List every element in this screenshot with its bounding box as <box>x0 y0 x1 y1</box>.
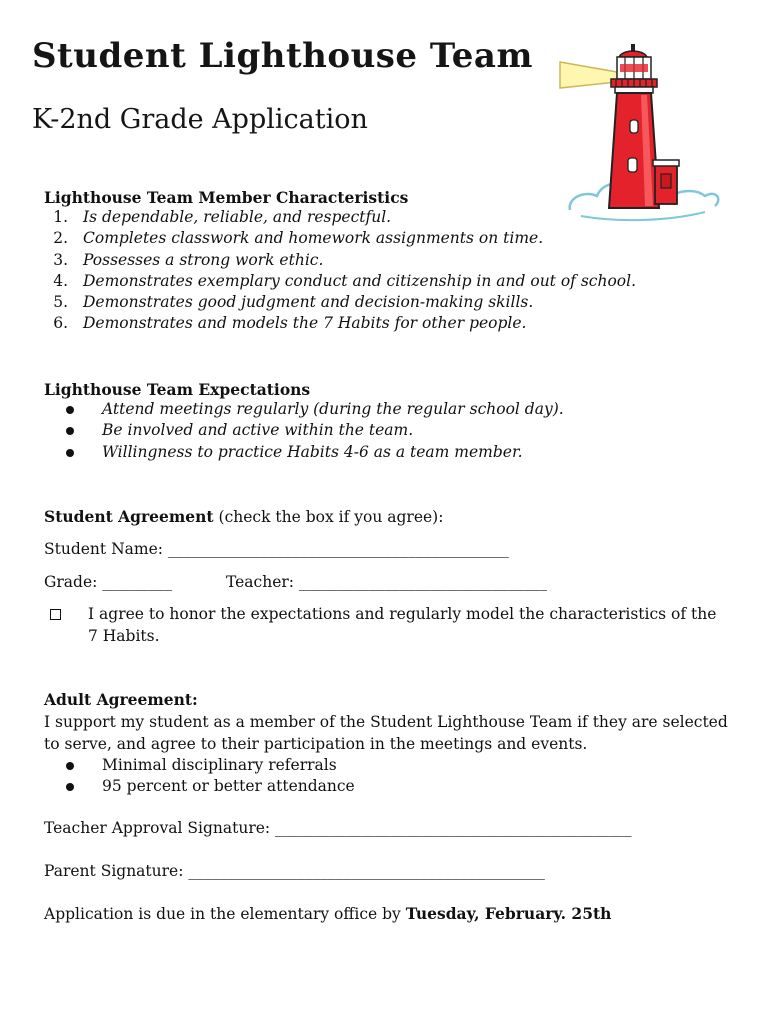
teacher-field[interactable]: Teacher: ________________________________ <box>226 573 547 591</box>
adult-agreement-paragraph: I support my student as a member of the Student Lighthouse Team if they are selected to serve, and agree to their participation in the meetings and events. <box>44 713 728 753</box>
student-name-field[interactable]: Student Name: ____________________________________________ <box>44 540 509 558</box>
bullet-icon <box>66 449 74 457</box>
bullet-icon <box>66 406 74 414</box>
student-agreement-heading: Student Agreement (check the box if you agree): <box>44 507 444 526</box>
parent-signature-field[interactable]: Parent Signature: ______________________________________________ <box>44 862 545 880</box>
page-title: Student Lighthouse Team <box>32 36 533 76</box>
list-item: 5. Demonstrates good judgment and decision-making skills. <box>53 293 534 312</box>
characteristics-list <box>44 207 636 335</box>
list-item: 6. Demonstrates and models the 7 Habits for other people. <box>53 314 527 333</box>
light-beam <box>560 62 617 88</box>
list-item: Attend meetings regularly (during the regular school day). <box>44 399 564 420</box>
characteristics-heading: Lighthouse Team Member Characteristics <box>44 188 409 207</box>
expectations-list <box>44 399 564 463</box>
lighthouse-icon <box>555 40 725 230</box>
due-date-notice: Application is due in the elementary office by Tuesday, February. 25th <box>44 904 612 923</box>
list-item: 2. Completes classwork and homework assignments on time. <box>53 229 544 248</box>
adult-agreement-heading: Adult Agreement: <box>44 690 198 709</box>
agree-checkbox-label: I agree to honor the expectations and regularly model the characteristics of the 7 Habits. <box>88 605 717 645</box>
list-item: Willingness to practice Habits 4-6 as a team member. <box>44 442 564 463</box>
bullet-icon <box>66 762 74 770</box>
list-item: Be involved and active within the team. <box>44 420 564 441</box>
grade-field[interactable]: Grade: _________ <box>44 573 173 591</box>
bullet-icon <box>66 427 74 435</box>
agree-checkbox[interactable] <box>50 609 61 620</box>
page-subtitle: K-2nd Grade Application <box>32 104 368 135</box>
list-item: 4. Demonstrates exemplary conduct and citizenship in and out of school. <box>53 271 636 290</box>
teacher-signature-field[interactable]: Teacher Approval Signature: ______________________________________________ <box>44 819 632 837</box>
expectations-heading: Lighthouse Team Expectations <box>44 380 311 399</box>
bullet-icon <box>66 783 74 791</box>
adult-agreement-list <box>44 755 355 798</box>
list-item: 3. Possesses a strong work ethic. <box>53 250 324 269</box>
list-item: 1. Is dependable, reliable, and respectful. <box>53 208 392 226</box>
list-item: Minimal disciplinary referrals <box>44 755 355 776</box>
list-item: 95 percent or better attendance <box>44 776 355 797</box>
